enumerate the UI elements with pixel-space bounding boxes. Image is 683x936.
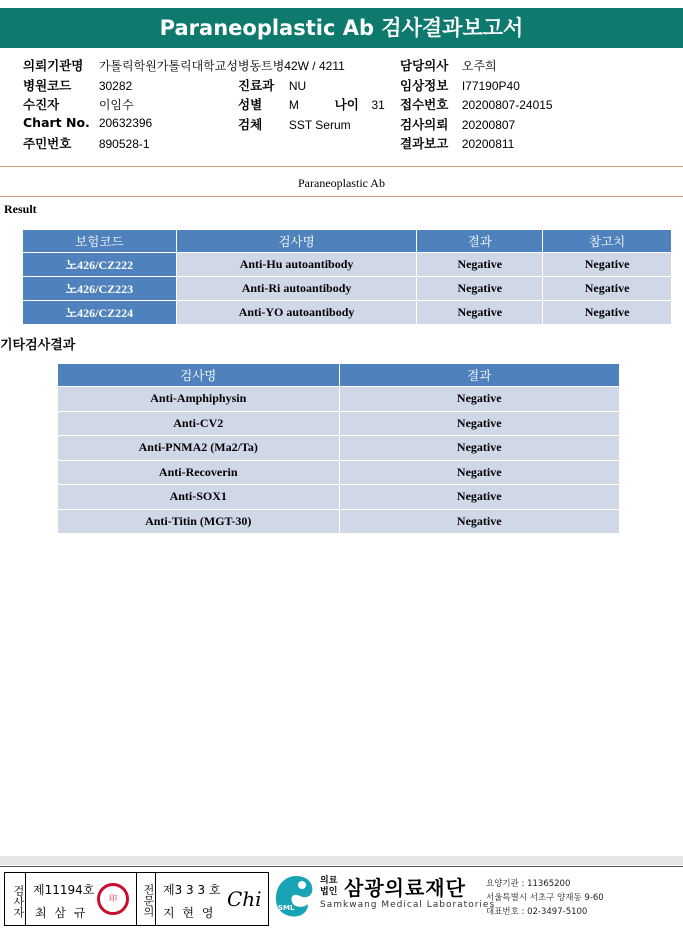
age-value: 31 xyxy=(371,98,385,112)
table-row xyxy=(58,485,620,510)
hospital-code-value: 30282 xyxy=(98,79,133,93)
report-title: Paraneoplastic Ab 검사결과보고서 xyxy=(0,8,683,48)
section-subtitle: Paraneoplastic Ab xyxy=(298,176,385,190)
col-header-result: 결과 xyxy=(339,364,619,387)
specialist-name: 지 현 영 xyxy=(163,906,216,920)
test-result: Negative xyxy=(339,509,619,534)
institution-value: 가톨릭학원가톨릭대학교성병동트병42W / 4211 xyxy=(98,59,345,73)
collector-label: 수진자 xyxy=(23,97,60,112)
resident-label: 주민번호 xyxy=(23,136,72,151)
tester-license: 제11194호 xyxy=(33,883,95,897)
lab-address: 서울특별시 서초구 양재동 9-60 xyxy=(486,893,604,903)
etc-results-heading: 기타검사결과 xyxy=(0,338,76,353)
institution-label: 의뢰기관명 xyxy=(23,58,84,73)
table-row xyxy=(23,253,672,277)
reference-value: Negative xyxy=(543,277,672,301)
report-label: 결과보고 xyxy=(400,136,449,151)
col-header-test: 검사명 xyxy=(176,230,417,253)
insurance-code: 노426/CZ224 xyxy=(23,301,177,325)
test-name: Anti-YO autoantibody xyxy=(176,301,417,325)
table-row xyxy=(58,387,620,412)
chart-row xyxy=(23,115,152,130)
test-result: Negative xyxy=(417,253,543,277)
col-header-test: 검사명 xyxy=(58,364,340,387)
col-header-result: 결과 xyxy=(417,230,543,253)
test-name: Anti-CV2 xyxy=(58,411,340,436)
dept-value: NU xyxy=(288,79,307,93)
test-result: Negative xyxy=(339,436,619,461)
hospital-code-label: 병원코드 xyxy=(23,78,72,93)
insurance-code: 노426/CZ223 xyxy=(23,277,177,301)
divider xyxy=(0,166,683,167)
request-value: 20200807 xyxy=(461,118,516,132)
tester-role: 검사자 xyxy=(5,873,26,925)
table-row xyxy=(58,509,620,534)
doctor-label: 담당의사 xyxy=(400,58,449,73)
specialist-role: 전문의 xyxy=(136,873,156,925)
reference-value: Negative xyxy=(543,301,672,325)
collector-value: 이임수 xyxy=(98,98,134,112)
logo-corporation: 의료 법인 xyxy=(320,876,338,897)
result-table xyxy=(22,229,672,325)
test-name: Anti-Amphiphysin xyxy=(58,387,340,412)
test-result: Negative xyxy=(339,485,619,510)
divider xyxy=(0,196,683,197)
resident-value: 890528-1 xyxy=(98,137,150,151)
table-row xyxy=(23,301,672,325)
collector-row xyxy=(23,95,134,113)
test-name: Anti-Hu autoantibody xyxy=(176,253,417,277)
doctor-value: 오주희 xyxy=(461,59,497,73)
report-value: 20200811 xyxy=(461,137,515,151)
sex-row xyxy=(238,95,385,113)
test-result: Negative xyxy=(339,387,619,412)
lab-license: 요양기관 : 11365200 xyxy=(486,879,571,889)
test-name: Anti-PNMA2 (Ma2/Ta) xyxy=(58,436,340,461)
lab-name-english: Samkwang Medical Laboratories xyxy=(320,900,496,910)
dept-row xyxy=(238,76,306,94)
sex-label: 성별 xyxy=(238,97,263,112)
footer-band xyxy=(0,856,683,865)
chart-label: Chart No. xyxy=(23,115,90,130)
request-row xyxy=(400,115,515,133)
test-name: Anti-Ri autoantibody xyxy=(176,277,417,301)
logo-badge: SML xyxy=(278,904,295,912)
table-row xyxy=(58,460,620,485)
test-name: Anti-Titin (MGT-30) xyxy=(58,509,340,534)
table-row xyxy=(58,436,620,461)
signature: Chi xyxy=(227,887,262,911)
insurance-code: 노426/CZ222 xyxy=(23,253,177,277)
resident-row xyxy=(23,134,150,152)
tester-name: 최 삼 규 xyxy=(35,906,88,920)
sex-value: M xyxy=(288,98,299,112)
reference-value: Negative xyxy=(543,253,672,277)
age-label: 나이 xyxy=(334,97,359,112)
clinical-row xyxy=(400,76,520,94)
test-result: Negative xyxy=(339,411,619,436)
receipt-value: 20200807-24015 xyxy=(461,98,553,112)
chart-value: 20632396 xyxy=(98,116,153,130)
request-label: 검사의뢰 xyxy=(400,117,449,132)
dept-label: 진료과 xyxy=(238,78,275,93)
receipt-label: 접수번호 xyxy=(400,97,449,112)
test-result: Negative xyxy=(339,460,619,485)
test-result: Negative xyxy=(417,301,543,325)
table-row xyxy=(23,277,672,301)
specimen-value: SST Serum xyxy=(288,118,351,132)
footer-divider xyxy=(0,866,683,867)
specimen-row xyxy=(238,115,351,133)
lab-phone: 대표번호 : 02-3497-5100 xyxy=(486,907,588,917)
seal-stamp: 印 xyxy=(97,883,129,915)
receipt-row xyxy=(400,95,553,113)
col-header-reference: 참고치 xyxy=(543,230,672,253)
test-name: Anti-SOX1 xyxy=(58,485,340,510)
etc-results-table xyxy=(57,363,620,534)
col-header-code: 보험코드 xyxy=(23,230,177,253)
table-row xyxy=(58,411,620,436)
test-name: Anti-Recoverin xyxy=(58,460,340,485)
doctor-row xyxy=(400,56,497,74)
signature-box xyxy=(4,872,269,926)
institution-row xyxy=(23,56,345,74)
test-result: Negative xyxy=(417,277,543,301)
lab-name: 삼광의료재단 xyxy=(344,876,466,900)
result-heading: Result xyxy=(4,202,37,216)
hospital-code-row xyxy=(23,76,132,94)
clinical-value: I77190P40 xyxy=(461,79,520,93)
specimen-label: 검체 xyxy=(238,117,263,132)
specialist-license: 제3 3 3 호 xyxy=(163,883,221,897)
report-row xyxy=(400,134,514,152)
clinical-label: 임상정보 xyxy=(400,78,449,93)
sml-logo-icon xyxy=(274,874,316,918)
